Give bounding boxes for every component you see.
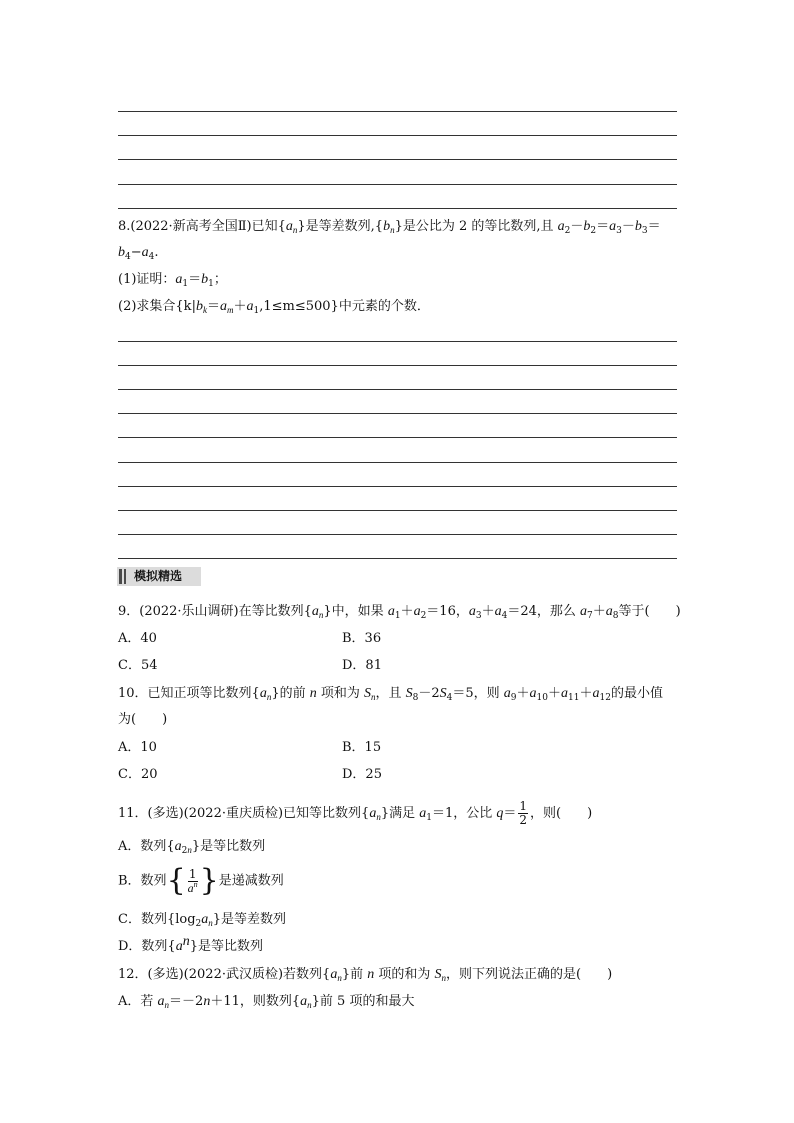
q12-text: 项的和为 xyxy=(374,967,435,982)
q8-text: − xyxy=(130,245,142,260)
answer-line xyxy=(118,184,677,185)
q8-stem-line1: 8.(2022·新高考全国Ⅱ)已知$\{a_n\}$是等差数列$,\{b_n\}$是公比为 2 的等比数列,且 $a_2-b_2=a_3-b_3=$ xyxy=(118,219,661,236)
q10-text: 的最小值 xyxy=(610,686,663,701)
answer-line xyxy=(118,341,677,342)
q11-option-text: B．数列 xyxy=(118,873,167,889)
q10-stem-line1: 10．已知正项等比数列$\{a_n\}$的前 n 项和为 $S_n$，且 $S_8-2S_4=5$，则 $a_9+a_{10}+a_{11}+a_{12}$的最小值 xyxy=(118,686,663,703)
q11-option-text: C．数列{log xyxy=(118,912,196,927)
q12-text: }前 xyxy=(341,967,368,982)
fraction-numerator: 1 xyxy=(188,866,197,881)
answer-line xyxy=(118,413,677,414)
q11-text: }满足 xyxy=(380,806,420,821)
answer-line xyxy=(118,111,677,112)
q10-option-a: A．10 xyxy=(118,740,157,755)
answer-line xyxy=(118,486,677,487)
q8-stem-line2: $b_4-a_4$. xyxy=(118,245,159,262)
q11-text: ，则( ) xyxy=(530,806,593,821)
q9-stem: 9．(2022·乐山调研)在等比数列$\{a_n\}$中，如果 $a_1+a_2=16$，$a_3+a_4=24$，那么 $a_7+a_8$等于( ) xyxy=(118,604,681,621)
q12-text: ，则下列说法正确的是( ) xyxy=(446,967,613,982)
q12-stem: 12．(多选)(2022·武汉质检)若数列$\{a_n\}$前 n 项的和为 $S_n$，则下列说法正确的是( ) xyxy=(118,967,613,983)
q11-option-text: D．数列{ xyxy=(118,939,176,954)
answer-line xyxy=(118,558,677,559)
q12-option-text: }前 5 项的和最大 xyxy=(311,994,415,1009)
q9-text: }中，如果 xyxy=(323,604,388,619)
answer-line xyxy=(118,510,677,511)
q10-text: 项和为 xyxy=(316,686,364,701)
q8-sub2-text: ,1≤m≤500}中元素的个数． xyxy=(259,299,430,314)
q9-text: 等于( ) xyxy=(618,604,681,619)
q12-option-text: A．若 xyxy=(118,994,158,1009)
q11-option-text: }是等比数列 xyxy=(189,939,263,954)
q10-text: 10．已知正项等比数列{ xyxy=(118,686,260,701)
q10-text: ，且 xyxy=(375,686,406,701)
q9-option-d: D．81 xyxy=(342,658,382,673)
q12-text: 12．(多选)(2022·武汉质检)若数列{ xyxy=(118,967,331,982)
fraction-denominator: 2 xyxy=(519,813,528,827)
answer-line xyxy=(118,389,677,390)
q12-option-text: ＝－2 xyxy=(169,994,204,1009)
q9-option-c: C．54 xyxy=(118,658,158,673)
q11-text: ＝1，公比 xyxy=(431,806,497,821)
fraction-numerator: 1 xyxy=(519,799,528,813)
q10-text: }的前 xyxy=(271,686,310,701)
q11-text: 11．(多选)(2022·重庆质检)已知等比数列{ xyxy=(118,806,370,821)
q9-text: 9．(2022·乐山调研)在等比数列{ xyxy=(118,604,312,619)
q11-option-text: 是递减数列 xyxy=(218,873,284,889)
answer-line xyxy=(118,437,677,438)
q8-sub2-text: (2)求集合{k| xyxy=(118,299,196,314)
q10-option-c: C．20 xyxy=(118,767,158,782)
answer-line xyxy=(118,534,677,535)
q10-stem-line2: 为( ) xyxy=(118,712,168,727)
q9-option-b: B．36 xyxy=(342,631,382,646)
q8-sub1-text: (1)证明： xyxy=(118,272,176,287)
fraction xyxy=(188,868,198,895)
q10-option-b: B．15 xyxy=(342,740,382,755)
q11-option-text: }是等比数列 xyxy=(191,839,266,854)
section-title: 模拟精选 xyxy=(134,569,183,583)
q12-option-text: ＋11，则数列{ xyxy=(210,994,301,1009)
section-badge xyxy=(117,567,201,586)
answer-line xyxy=(118,135,677,136)
fraction-denominator: $a^n$ xyxy=(187,879,198,895)
badge-bar-icon xyxy=(124,569,126,584)
q9-option-a: A．40 xyxy=(118,631,157,646)
q11-option-c: C．数列$\{\log_2a_n\}$是等差数列 xyxy=(118,912,287,929)
q8-text: }是等差数列,{ xyxy=(297,219,384,234)
q10-text: ＝5，则 xyxy=(452,686,504,701)
q12-option-a: A．若 $a_n=-2n+11$，则数列$\{a_n\}$前 5 项的和最大 xyxy=(118,994,415,1010)
q10-option-d: D．25 xyxy=(342,767,382,782)
q11-option-b: B．数列{ $\frac{1}{a^n}$ }是递减数列 xyxy=(118,863,284,898)
answer-line xyxy=(118,462,677,463)
q11-option-a: A．数列$\{a_{2n}\}$是等比数列 xyxy=(118,839,266,856)
q11-option-text: }是等差数列 xyxy=(212,912,287,927)
q8-sub2: (2)求集合$\{k|b_k=a_m+a_1,1\le m\le 500\}$中元素的个数． xyxy=(118,299,430,316)
q9-text: ＝16， xyxy=(426,604,469,619)
q11-stem: 11．(多选)(2022·重庆质检)已知等比数列$\{a_n\}$满足 $a_1=1$，公比 q＝ $\frac{1}{2}$ ，则( ) xyxy=(118,799,593,827)
answer-line xyxy=(118,208,677,209)
q9-text: ＝24，那么 xyxy=(507,604,581,619)
answer-line xyxy=(118,159,677,160)
q8-sub1: (1)证明：$a_1=b_1$； xyxy=(118,272,227,289)
q11-option-d: D．数列$\{a^n\}$是等比数列 xyxy=(118,934,263,954)
q8-text: }是公比为 2 的等比数列,且 xyxy=(394,219,558,234)
q11-option-text: A．数列{ xyxy=(118,839,175,854)
q8-text: 8.(2022·新高考全国Ⅱ)已知{ xyxy=(118,219,286,234)
answer-line xyxy=(118,365,677,366)
fraction xyxy=(518,800,528,827)
badge-bar-icon xyxy=(119,569,122,584)
